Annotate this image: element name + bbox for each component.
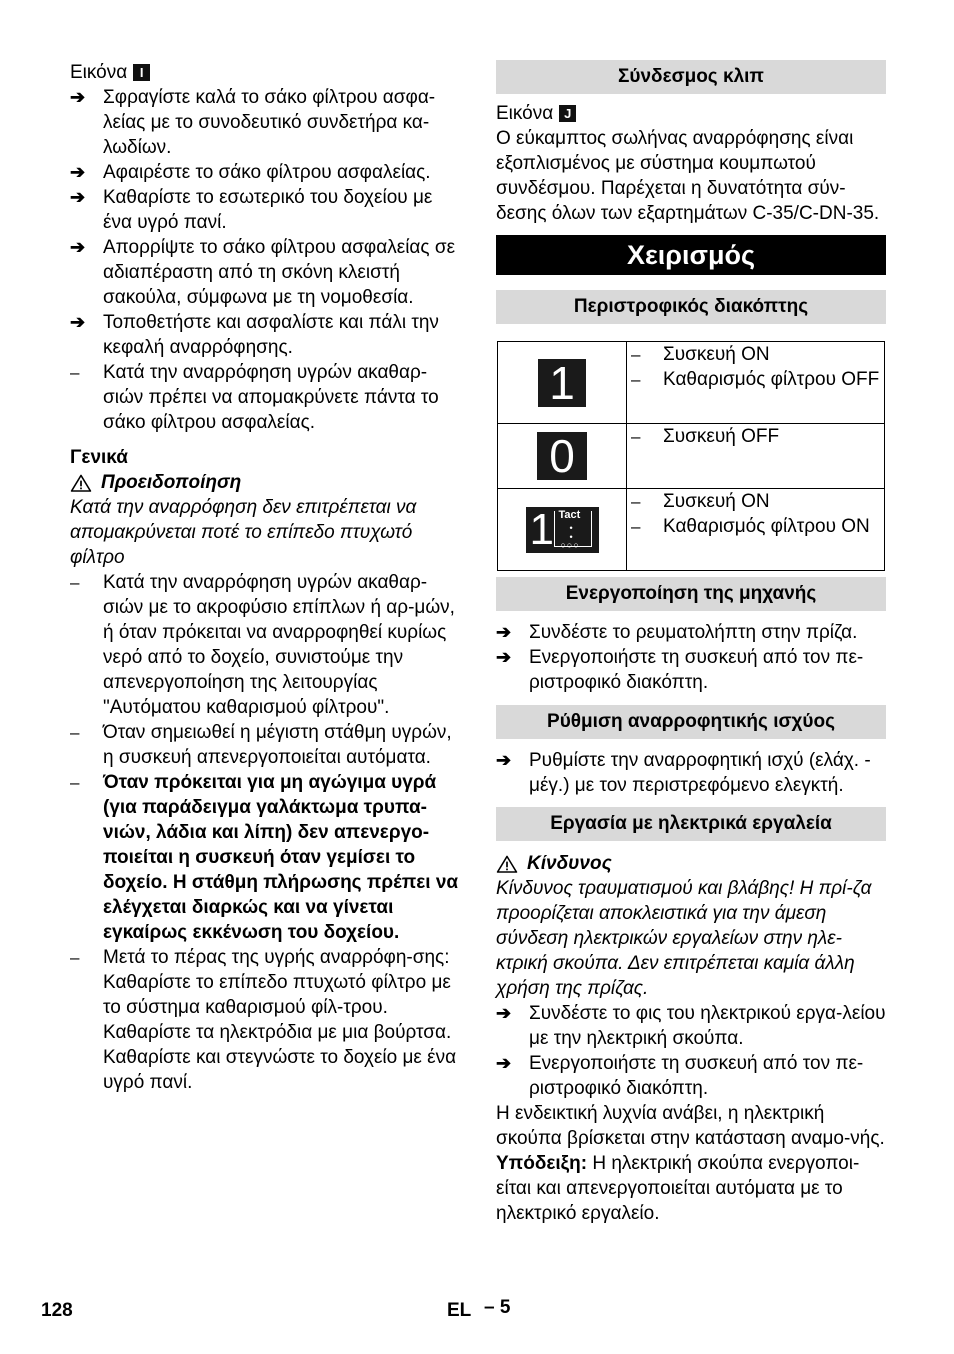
arrow-bullet-icon: ➔ — [70, 237, 86, 257]
table-row — [498, 489, 885, 571]
dash-bullet: – — [70, 723, 80, 742]
switch-position-1-icon: 1 — [538, 359, 586, 407]
list-item-text: Όταν σημειωθεί η μέγιστη στάθμη υγρών, η συσκευή απενεργοποιείται αυτόματα. — [103, 722, 452, 768]
list-item — [496, 1001, 886, 1051]
arrow-bullet-icon: ➔ — [70, 87, 86, 107]
section-bar-suction-power: Ρύθμιση αναρροφητικής ισχύος — [496, 705, 886, 739]
note-paragraph: Υπόδειξη: Η ηλεκτρική σκούπα ενεργοποι-είται και απενεργοποιείται αυτόματα με το ηλεκτρικό εργαλείο. — [496, 1153, 860, 1224]
list-item — [70, 310, 460, 360]
list-item — [70, 235, 460, 310]
switch-position-0-icon: 0 — [537, 432, 587, 480]
list-item — [496, 748, 886, 798]
list-item-text: Μετά το πέρας της υγρής αναρρόφη-σης: Καθαρίστε το επίπεδο πτυχωτό φίλτρο με το σύστημα καθαρισμού φίλ-τρου. Καθαρίστε τα ηλεκτρόδια με μια βούρτσα. Καθαρίστε και στεγνώστε το δοχείο με ένα υγρό πανί. — [103, 947, 457, 1093]
page-number: 128 — [41, 1300, 73, 1321]
danger-heading: Κίνδυνος — [496, 851, 886, 876]
list-item-text: Καθαρίστε το εσωτερικό του δοχείου με ένα υγρό πανί. — [103, 187, 433, 233]
dash-bullet: – — [70, 363, 80, 382]
list-item — [70, 945, 460, 1095]
arrow-bullet-icon: ➔ — [496, 750, 512, 770]
list-item-text: Τοποθετήστε και ασφαλίστε και πάλι την κεφαλή αναρρόφησης. — [103, 312, 439, 358]
switch-position-tact-icon: 1 Tact • • ○○○ — [526, 507, 599, 553]
instruction-list — [496, 1001, 886, 1101]
list-item-text: Ενεργοποιήστε τη συσκευή από τον πε-ριστροφικό διακόπτη. — [529, 1053, 864, 1099]
warning-triangle-icon — [496, 855, 518, 873]
list-item-text: Κατά την αναρρόφηση υγρών ακαθαρ-σιών με το ακροφύσιο επίπλων ή αρ-μών, ή όταν πρόκειται να αναρροφηθεί κυρίως νερό από το δοχείο, συνιστούμε την απενεργοποίηση της λειτουργίας "Αυτόματου καθαρισμού φίλτρου". — [103, 572, 455, 718]
arrow-bullet-icon: ➔ — [70, 187, 86, 207]
section-bar-power-tools: Εργασία με ηλεκτρικά εργαλεία — [496, 807, 886, 841]
list-item — [70, 570, 460, 720]
list-item: – Συσκευή OFF — [631, 426, 780, 447]
left-column — [70, 60, 460, 1095]
switch-table — [497, 341, 885, 571]
list-item-text: Συνδέστε το φις του ηλεκτρικού εργα-λείου με την ηλεκτρική σκούπα. — [529, 1003, 886, 1049]
list-item — [496, 645, 886, 695]
instruction-list — [496, 620, 886, 695]
list-item — [70, 720, 460, 770]
list-item: – Καθαρισμός φίλτρου ON — [631, 516, 870, 537]
list-item-text: Ρυθμίστε την αναρροφητική ισχύ (ελάχ. - μέγ.) με τον περιστρεφόμενο ελεγκτή. — [529, 750, 871, 796]
clip-description: Ο εύκαμπτος σωλήνας αναρρόφησης είναι εξοπλισμένος με σύστημα κουμπωτού συνδέσμου. Παρέχεται η δυνατότητα σύν-δεσης όλων των εξαρτημάτων C-35/C-DN-35. — [496, 128, 880, 224]
list-item — [70, 360, 460, 435]
list-item-text: Σφραγίστε καλά το σάκο φίλτρου ασφα-λείας με το συνοδευτικό συνδετήρα κα-λωδίων. — [103, 87, 436, 158]
list-item — [70, 85, 460, 160]
figure-reference: Εικόνα J — [496, 101, 886, 126]
list-item: – Συσκευή ON — [631, 491, 770, 512]
arrow-bullet-icon: ➔ — [70, 162, 86, 182]
list-item-text: Όταν πρόκειται για μη αγώγιμα υγρά (για παράδειγμα γαλάκτωμα τρυπα-νιών, λάδια και λίπη) δεν απενεργο-ποιείται η συσκευή όταν γεμίσει το δοχείο. Η στάθμη πλήρωσης πρέπει να ελέγχεται διαρκώς και να γίνεται εγκαίρως εκκένωση του δοχείου. — [103, 772, 459, 943]
warning-triangle-icon — [70, 474, 92, 492]
section-heading-general: Γενικά — [70, 447, 128, 468]
list-item-text: Ενεργοποιήστε τη συσκευή από τον πε-ριστροφικό διακόπτη. — [529, 647, 864, 693]
list-item — [70, 185, 460, 235]
section-bar-clip: Σύνδεσμος κλιπ — [496, 60, 886, 94]
arrow-bullet-icon: ➔ — [496, 1053, 512, 1073]
list-item — [70, 160, 460, 185]
list-item: – Καθαρισμός φίλτρου OFF — [631, 369, 880, 390]
list-item-text: Συνδέστε το ρευματολήπτη στην πρίζα. — [529, 622, 858, 643]
section-bar-rotary-switch: Περιστροφικός διακόπτης — [496, 290, 886, 324]
arrow-bullet-icon: ➔ — [496, 647, 512, 667]
language-code: EL — [447, 1300, 472, 1321]
list-item — [70, 770, 460, 945]
arrow-bullet-icon: ➔ — [496, 1003, 512, 1023]
figure-reference: Εικόνα I — [70, 60, 460, 85]
dash-bullet: – — [70, 773, 80, 792]
list-item — [496, 620, 886, 645]
table-row — [498, 424, 885, 489]
list-item: – Συσκευή ON — [631, 344, 770, 365]
warning-heading: Προειδοποίηση — [70, 470, 460, 495]
page-sub-number: – 5 — [484, 1297, 511, 1318]
instruction-list — [496, 748, 886, 798]
arrow-bullet-icon: ➔ — [70, 312, 86, 332]
list-item-text: Κατά την αναρρόφηση υγρών ακαθαρ-σιών πρέπει να απομακρύνετε πάντα το σάκο φίλτρου ασφαλείας. — [103, 362, 439, 433]
list-item — [496, 1051, 886, 1101]
dash-bullet: – — [70, 573, 80, 592]
instruction-list — [70, 85, 460, 435]
section-bar-activate: Ενεργοποίηση της μηχανής — [496, 577, 886, 611]
arrow-bullet-icon: ➔ — [496, 622, 512, 642]
list-item-text: Απορρίψτε το σάκο φίλτρου ασφαλείας σε αδιαπέραστη από τη σκόνη κλειστή σακούλα, σύμφωνα με τη νομοθεσία. — [103, 237, 456, 308]
instruction-list — [70, 570, 460, 1095]
right-column — [496, 60, 886, 1226]
figure-letter-badge: J — [559, 105, 576, 122]
main-heading: Χειρισμός — [496, 235, 886, 275]
warning-text: Κατά την αναρρόφηση δεν επιτρέπεται να απομακρύνεται ποτέ το επίπεδο πτυχωτό φίλτρο — [70, 497, 417, 568]
table-row — [498, 342, 885, 424]
danger-text: Κίνδυνος τραυματισμού και βλάβης! Η πρί-ζα προορίζεται αποκλειστικά για την άμεση σύνδεση ηλεκτρικών εργαλείων στην ηλε-κτρική σκούπα. Δεν επιτρέπεται καμία άλλη χρήση της πρίζας. — [496, 878, 872, 999]
figure-letter-badge: I — [133, 64, 150, 81]
indicator-text: Η ενδεικτική λυχνία ανάβει, η ηλεκτρική σκούπα βρίσκεται στην κατάσταση αναμο-νής. — [496, 1103, 885, 1149]
dash-bullet: – — [70, 948, 80, 967]
list-item-text: Αφαιρέστε το σάκο φίλτρου ασφαλείας. — [103, 162, 431, 183]
